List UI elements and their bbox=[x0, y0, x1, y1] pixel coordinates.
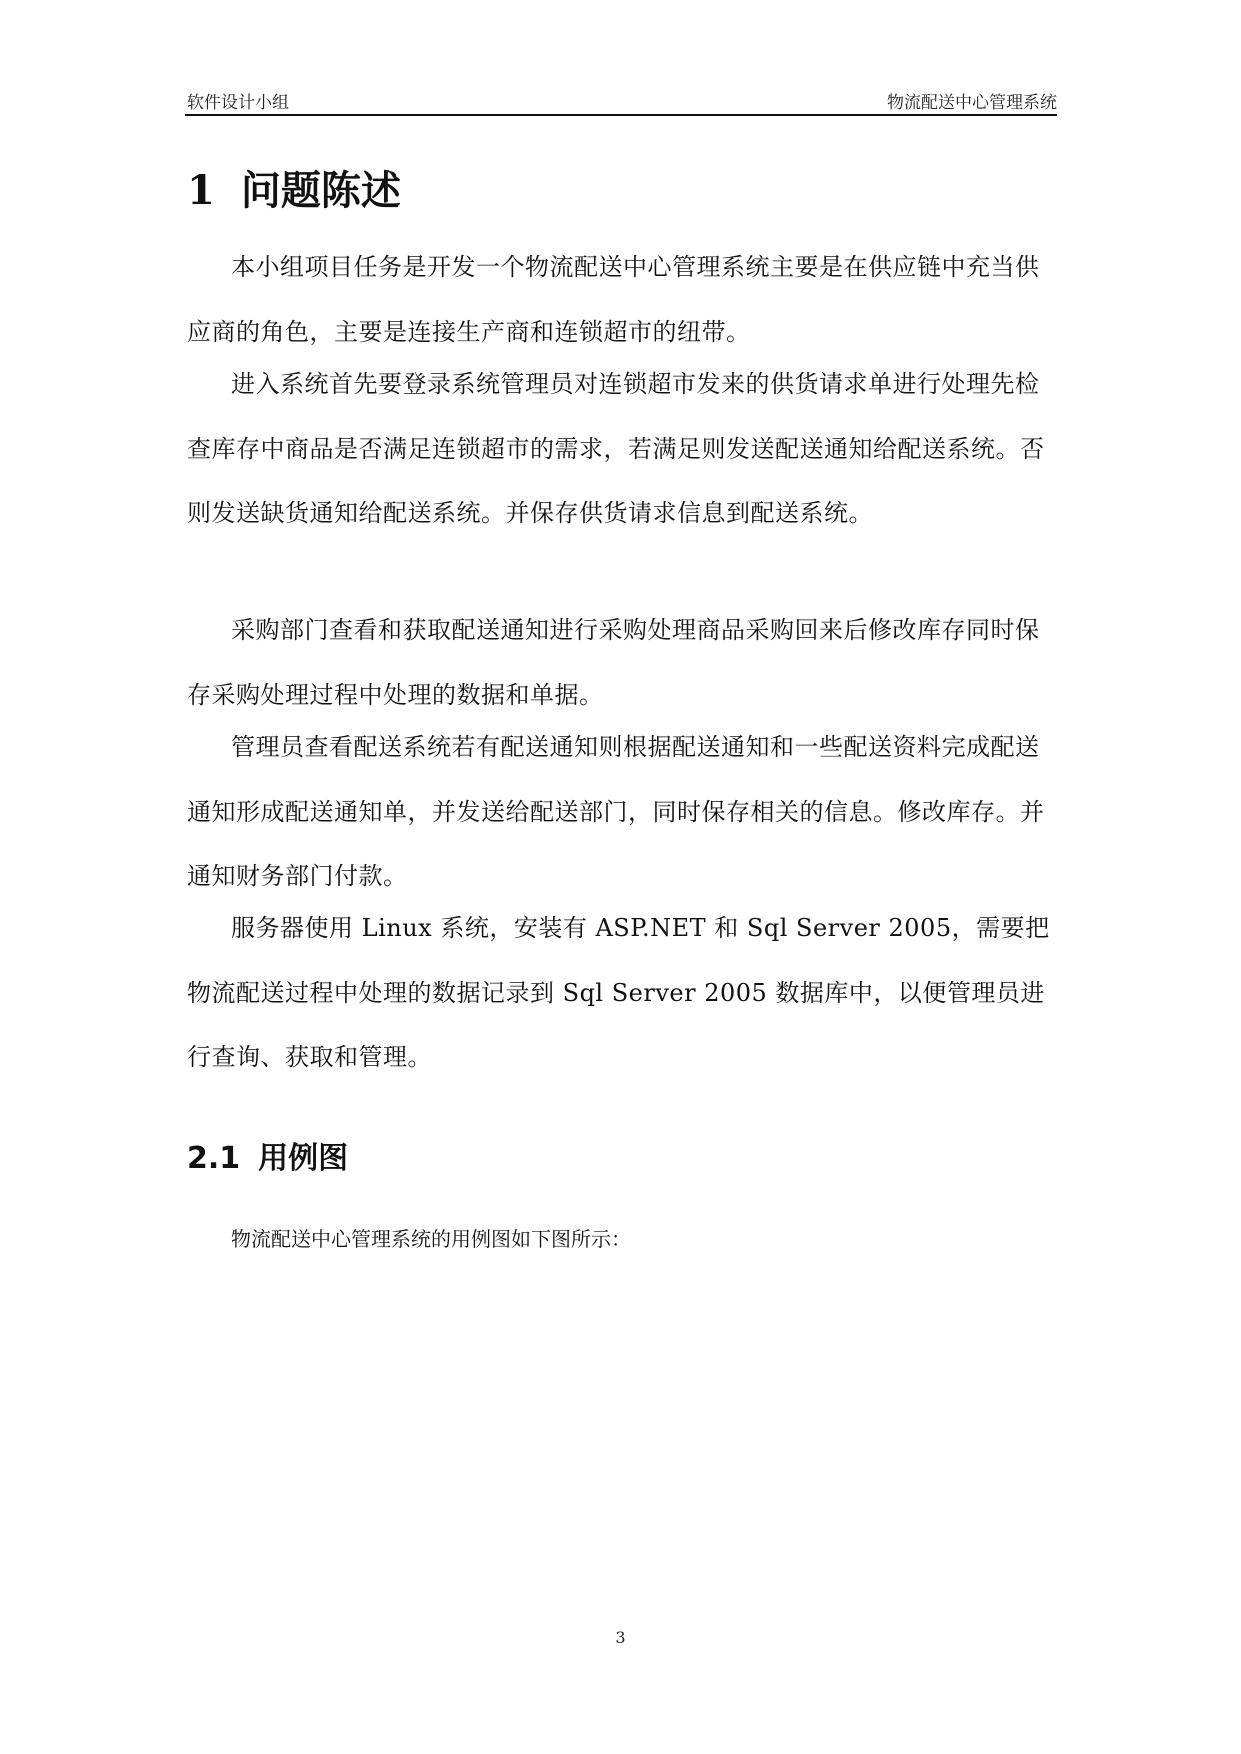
paragraph: 管理员查看配送系统若有配送通知则根据配送通知和一些配送资料完成配送通知形成配送通知单，并发送给配送部门，同时保存相关的信息。修改库存。并通知财务部门付款。 bbox=[187, 733, 1045, 890]
figure-intro-text: 物流配送中心管理系统的用例图如下图所示： bbox=[231, 1227, 631, 1251]
subsection-title: 用例图 bbox=[258, 1141, 349, 1176]
subsection-heading bbox=[187, 1139, 348, 1179]
section-heading bbox=[187, 164, 401, 218]
header-left-text: 软件设计小组 bbox=[187, 93, 289, 113]
section-title: 问题陈述 bbox=[240, 168, 401, 214]
page-number: 3 bbox=[615, 1628, 626, 1647]
header-right-text: 物流配送中心管理系统 bbox=[887, 93, 1057, 113]
subsection-number: 2.1 bbox=[187, 1141, 241, 1176]
paragraph: 采购部门查看和获取配送通知进行采购处理商品采购回来后修改库存同时保存采购处理过程中处理的数据和单据。 bbox=[187, 616, 1040, 709]
header-divider bbox=[185, 114, 1057, 116]
section-number: 1 bbox=[187, 167, 215, 214]
paragraph: 服务器使用 Linux 系统，安装有 ASP.NET 和 Sql Server 2005，需要把物流配送过程中处理的数据记录到 Sql Server 2005 数据库中，以便管理员进行查询、获取和管理。 bbox=[187, 914, 1050, 1071]
paragraph: 进入系统首先要登录系统管理员对连锁超市发来的供货请求单进行处理先检查库存中商品是否满足连锁超市的需求，若满足则发送配送通知给配送系统。否则发送缺货通知给配送系统。并保存供货请求信息到配送系统。 bbox=[187, 370, 1045, 527]
paragraph: 本小组项目任务是开发一个物流配送中心管理系统主要是在供应链中充当供应商的角色，主要是连接生产商和连锁超市的纽带。 bbox=[187, 253, 1040, 346]
running-header bbox=[187, 88, 1057, 114]
